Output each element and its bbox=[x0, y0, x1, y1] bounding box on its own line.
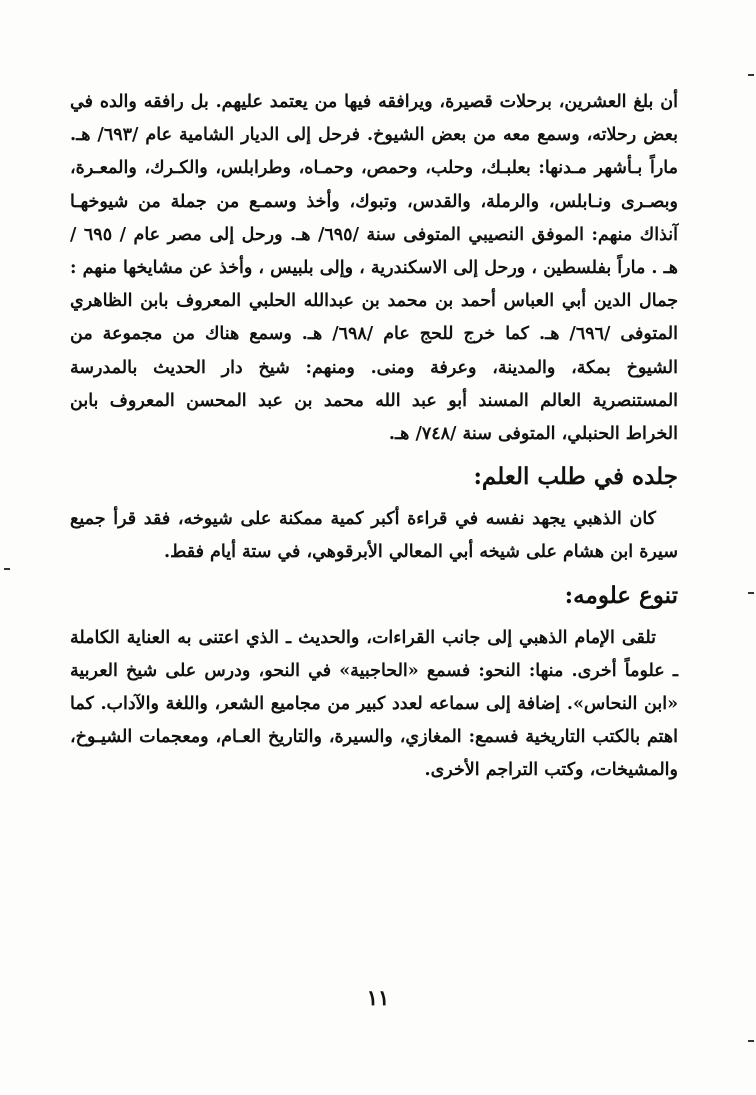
edge-mark-lower-right bbox=[748, 592, 754, 594]
text-line: الحلبي المعروف بابن الظاهري المتوفى /٦٩٦/ هـ. كما خرج للحج عام bbox=[70, 291, 678, 345]
text-line: ومنى. ومنهم: شيخ دار الحديث بالمدرسة المستنصرية العالم المسند أبو bbox=[70, 357, 679, 411]
text-line: رافقه والده في بعض رحلاته، وسمع معه من بعض الشيوخ. فرحل إلى bbox=[70, 92, 678, 146]
page-number: ١١ bbox=[366, 985, 390, 1010]
text-line: كان الذهبي يجهد نفسه في قراءة أكبر كمية ممكنة على شيوخه، bbox=[177, 509, 656, 530]
text-line: أن بلغ العشرين، برحلات قصيرة، ويرافقه فيها من يعتمد عليهم. بل bbox=[190, 92, 678, 112]
paragraph-diversity bbox=[70, 622, 678, 788]
text-line: وكتب التراجم الأخرى. bbox=[424, 760, 584, 781]
text-line: الديار الشامية عام /٦٩٣/ هـ. ماراً بـأشهر مـدنها: بعلبـك، وحلب، bbox=[70, 125, 679, 179]
main-text bbox=[70, 86, 678, 788]
text-line: ودرس على شيخ العربية «ابن النحاس». إضافة إلى سماعه لعدد كبير من bbox=[70, 660, 679, 715]
text-line: والرملة، والقدس، وتبوك، وأخذ وسمـع من جملة من شيوخهـا آنذاك bbox=[70, 191, 679, 245]
text-line: تلقى الإمام الذهبي إلى جانب القراءات، والحديث ـ الذي اعتنى به bbox=[177, 627, 657, 648]
text-line: /٦٩٨/ هـ. وسمع هناك من مجموعة من الشيوخ بمكة، والمدينة، وعرفة bbox=[70, 324, 679, 378]
text-line: / ٦٩٥ / هـ . ماراً بفلسطين ، ورحل إلى الاسكندرية ، وإلى بلبيس ، وأخذ bbox=[70, 224, 678, 279]
text-line: أيام فقط. bbox=[164, 542, 236, 563]
edge-mark-top-right bbox=[748, 74, 754, 76]
paragraph-perseverance bbox=[70, 503, 678, 569]
section-heading-diversity: تنوع علومه: bbox=[564, 581, 678, 609]
text-line: عبد الله محمد بن عبد المحسن المعروف بابن الخراط الحنبلي، المتوفى bbox=[70, 390, 678, 445]
section-heading-perseverance: جلده في طلب العلم: bbox=[473, 463, 678, 491]
text-line: المغازي، والسيرة، والتاريخ العـام، ومعجمات الشيـوخ، والمشيخات، bbox=[70, 727, 678, 781]
edge-mark-bottom-right bbox=[748, 1040, 754, 1042]
edge-mark-middle-left bbox=[4, 568, 10, 570]
text-line: مجاميع الشعر، واللغة والآداب. كما اهتم بالكتب التاريخية فسمع: bbox=[70, 694, 679, 748]
text-line: وحمص، وحمـاه، وطرابلس، والكـرك، والمعـرة، وبصـرى ونـابلس، bbox=[70, 158, 678, 212]
text-line: منهم: الموفق النصيبي المتوفى سنة /٦٩٥/ هـ. ورحل إلى مصر عام bbox=[133, 224, 633, 245]
text-line: العناية الكاملة ـ علوماً أخرى. منها: النحو: فسمع «الحاجبية» في النحو، bbox=[70, 627, 679, 681]
text-line: عن مشايخها منهم : جمال الدين أبي العباس أحمد بن محمد بن عبدالله bbox=[70, 258, 679, 312]
paragraph-travels bbox=[70, 86, 678, 451]
text-line: فقد قرأ جميع سيرة ابن هشام على شيخه أبي المعالي الأبرقوهي، في ستة bbox=[70, 509, 678, 563]
text-line: سنة /٧٤٨/ هـ. bbox=[388, 424, 492, 445]
